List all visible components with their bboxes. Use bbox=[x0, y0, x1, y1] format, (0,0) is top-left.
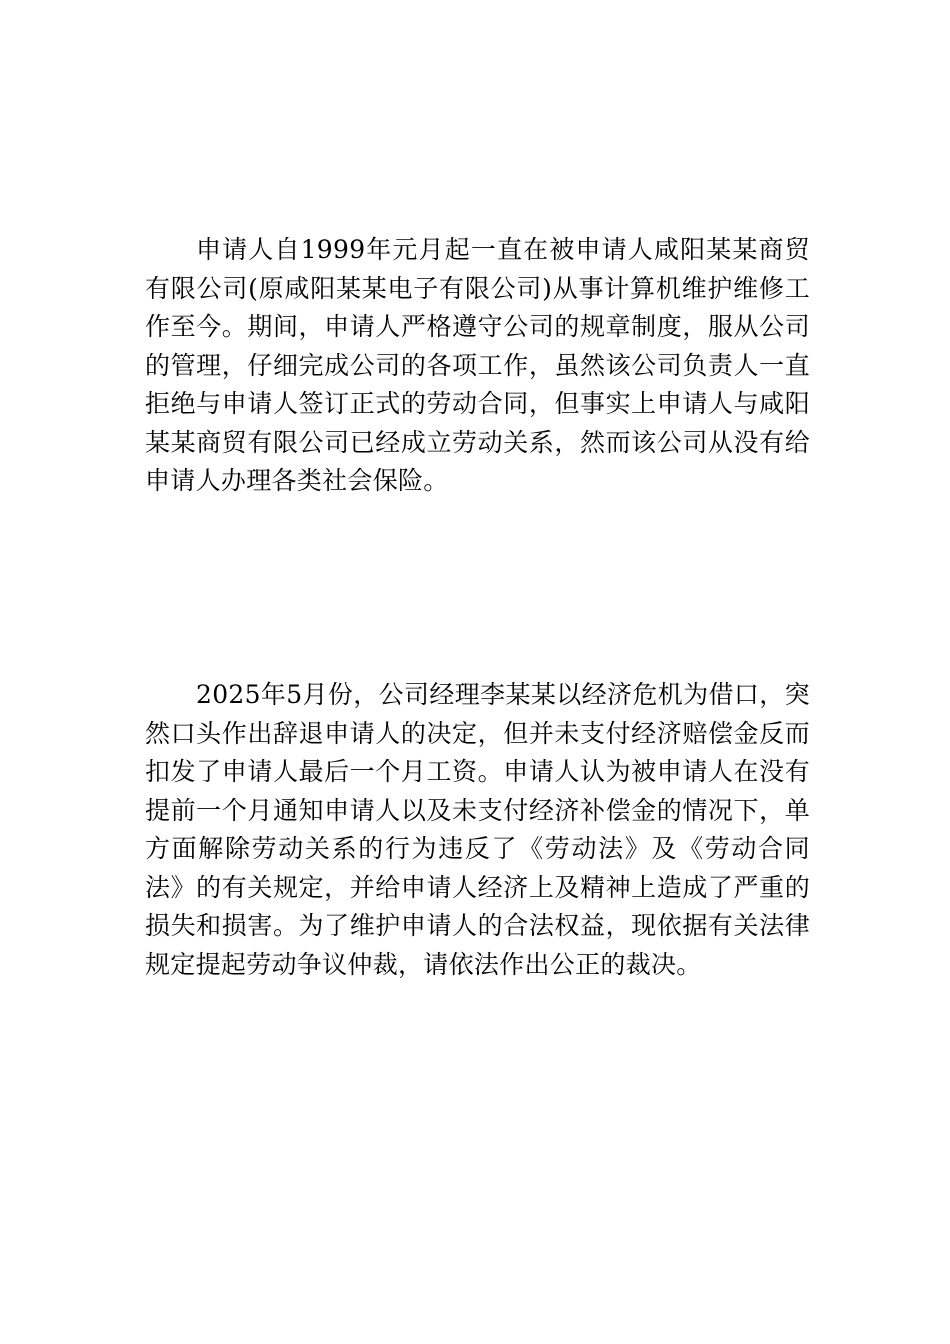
paragraph-dismissal-claim: 2025年5月份，公司经理李某某以经济危机为借口，突然口头作出辞退申请人的决定，但并未支付经济赔偿金反而扣发了申请人最后一个月工资。申请人认为被申请人在没有提前一个月通知申请人以及未支付经济补偿金的情况下，单方面解除劳动关系的行为违反了《劳动法》及《劳动合同法》的有关规定，并给申请人经济上及精神上造成了严重的损失和损害。为了维护申请人的合法权益，现依据有关法律规定提起劳动争议仲裁，请依法作出公正的裁决。 bbox=[145, 680, 810, 979]
paragraph-employment-history: 申请人自1999年元月起一直在被申请人咸阳某某商贸有限公司(原咸阳某某电子有限公司)从事计算机维护维修工作至今。期间，申请人严格遵守公司的规章制度，服从公司的管理，仔细完成公司的各项工作，虽然该公司负责人一直拒绝与申请人签订正式的劳动合同，但事实上申请人与咸阳某某商贸有限公司已经成立劳动关系，然而该公司从没有给申请人办理各类社会保险。 bbox=[145, 235, 810, 495]
